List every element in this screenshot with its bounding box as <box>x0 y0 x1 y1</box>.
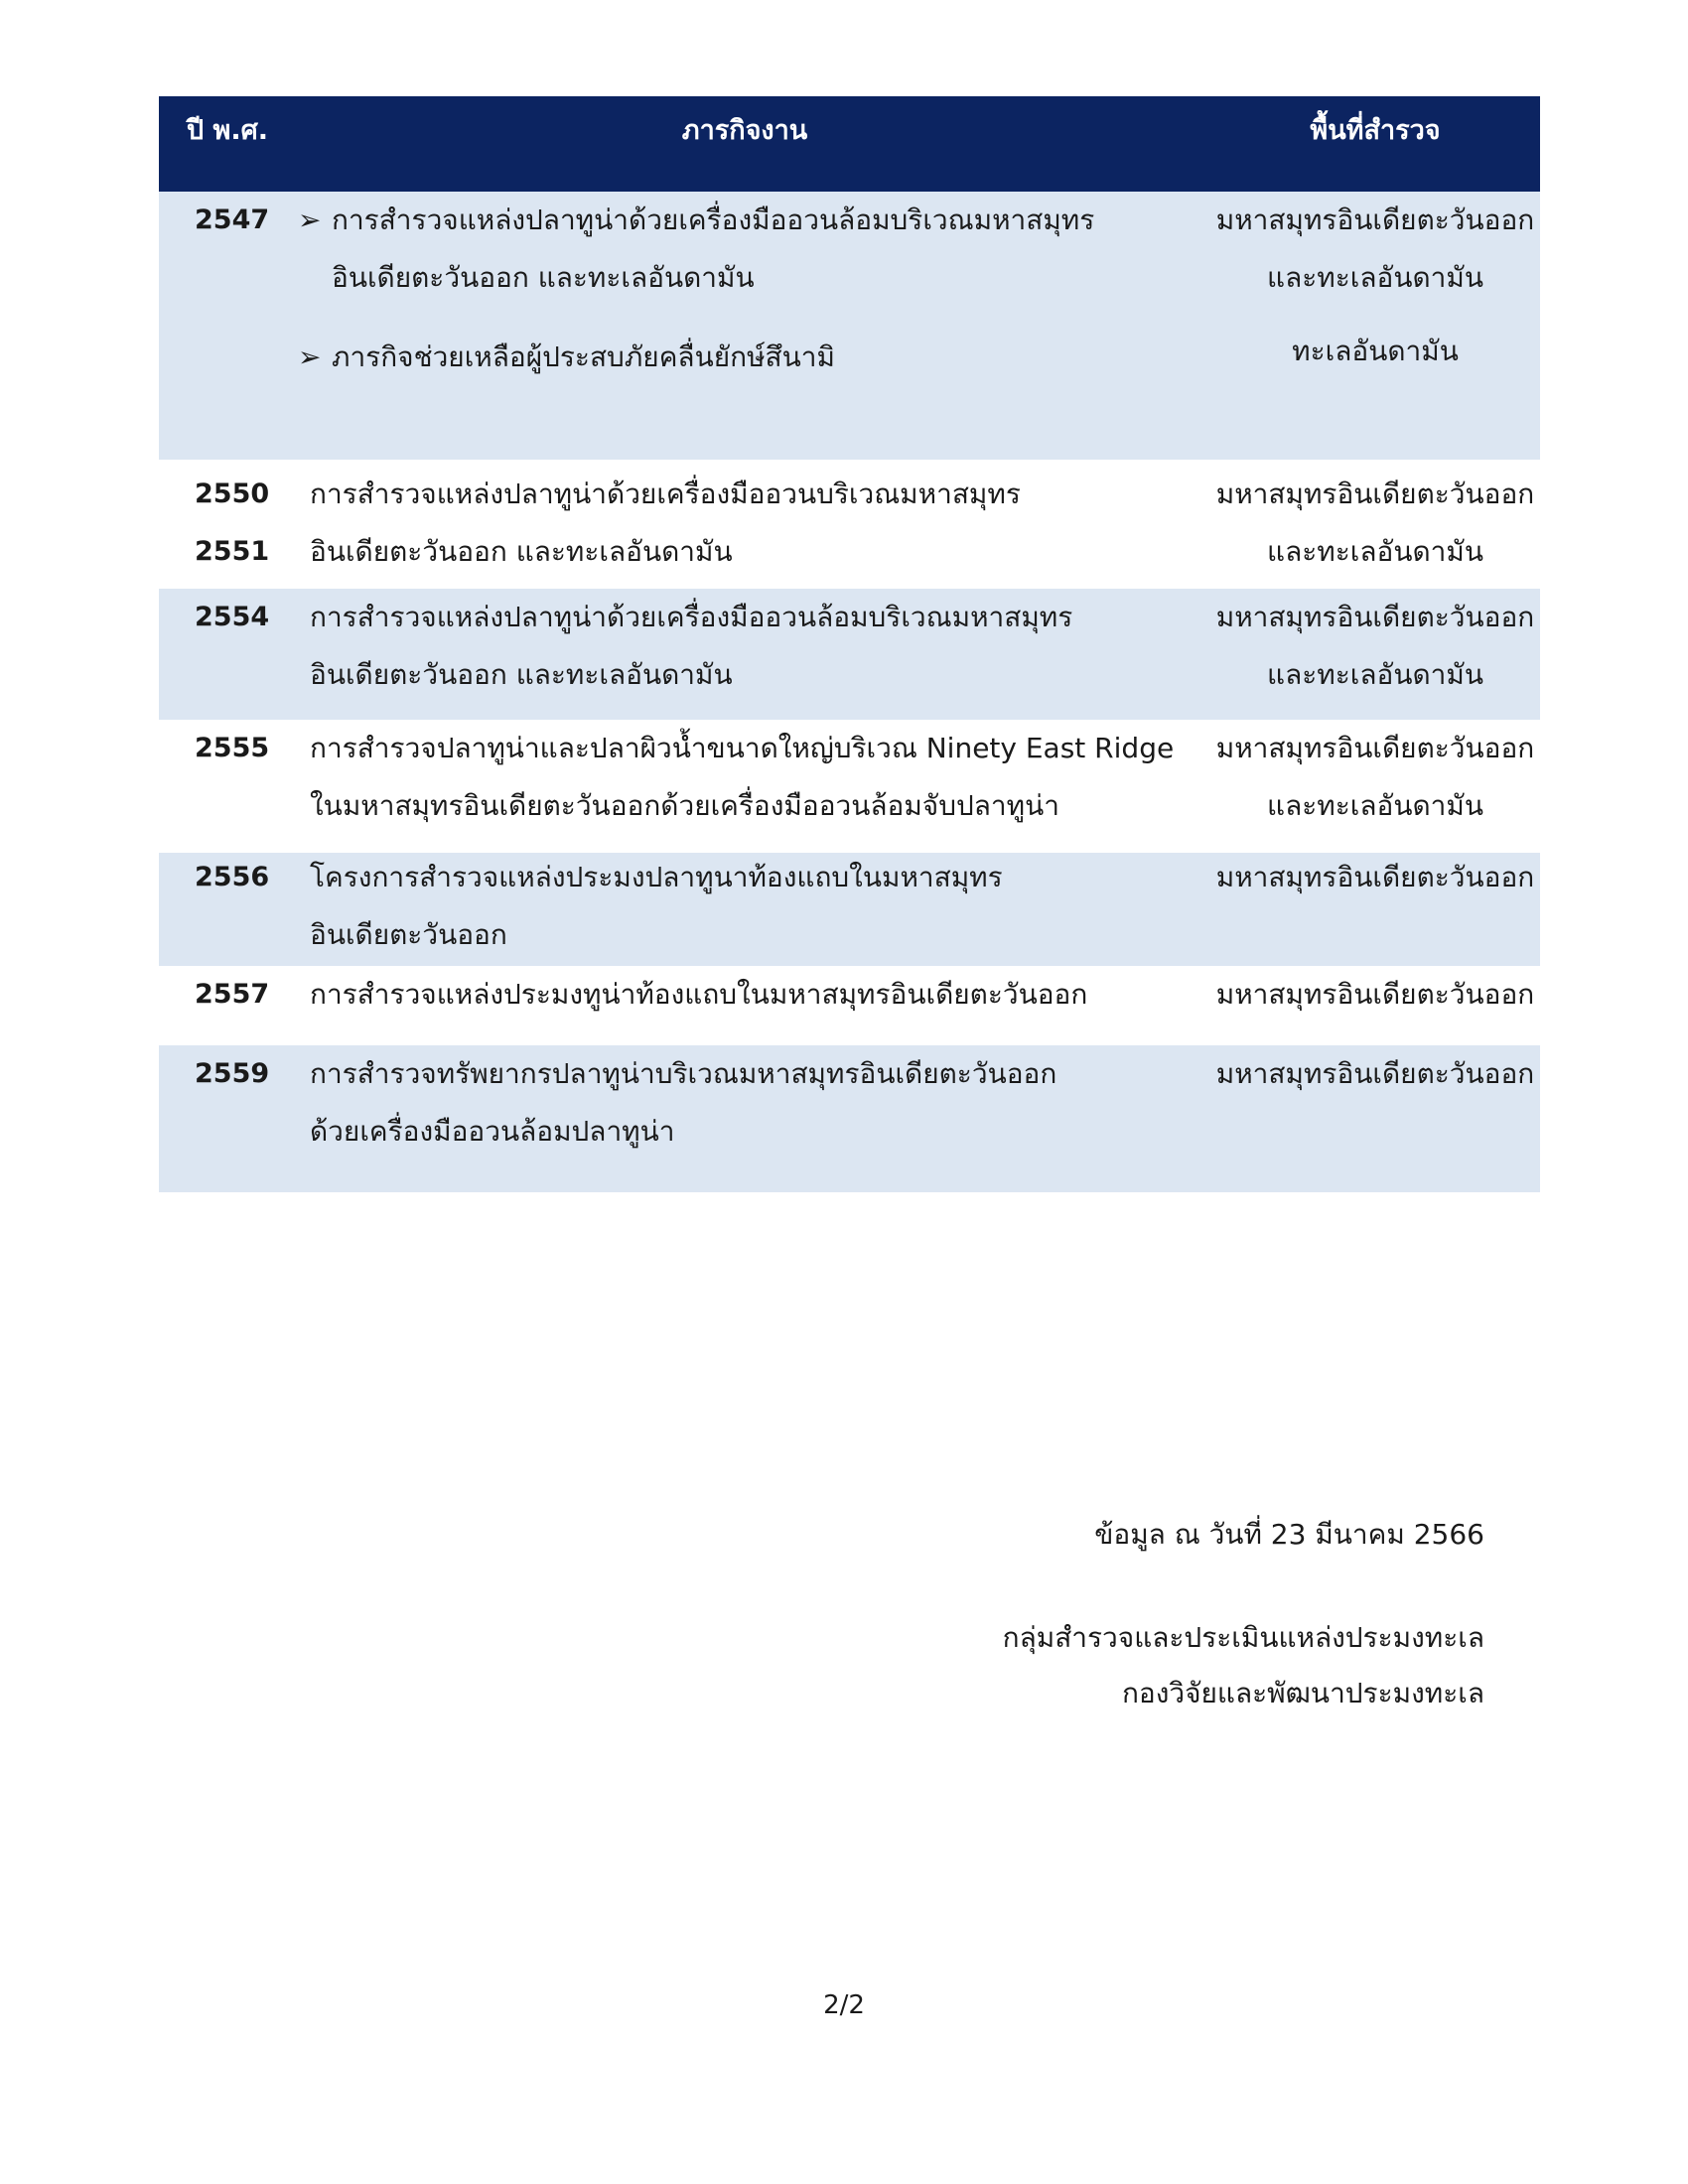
year-cell: 2554 <box>195 602 270 632</box>
table-row <box>159 192 1540 460</box>
header-year: ปี พ.ศ. <box>187 115 268 146</box>
task-cell: การสำรวจแหล่งปลาทูน่าด้วยเครื่องมืออวนบริเวณมหาสมุทร อินเดียตะวันออก และทะเลอันดามัน <box>310 478 1021 568</box>
table-row <box>159 853 1540 966</box>
task-cell: การสำรวจแหล่งประมงทูน่าท้องแถบในมหาสมุทรอินเดียตะวันออก <box>310 978 1088 1011</box>
area-cell: มหาสมุทรอินเดียตะวันออก และทะเลอันดามัน <box>1215 732 1535 822</box>
area-cell: มหาสมุทรอินเดียตะวันออก <box>1215 1057 1535 1090</box>
year-cell: 2550 2551 <box>195 478 270 567</box>
org-line-2: กองวิจัยและพัฒนาประมงทะเล <box>1121 1677 1484 1709</box>
year-cell: 2559 <box>195 1058 270 1089</box>
data-date-note: ข้อมูล ณ วันที่ 23 มีนาคม 2566 <box>1094 1518 1484 1551</box>
header-area: พื้นที่สำรวจ <box>1310 115 1441 146</box>
task-cell: โครงการสำรวจแหล่งประมงปลาทูนาท้องแถบในมหาสมุทร อินเดียตะวันออก <box>310 861 1003 951</box>
task-cell: ➢ ภารกิจช่วยเหลือผู้ประสบภัยคลื่นยักษ์สึนามิ <box>298 329 1251 386</box>
table-row <box>159 966 1540 1045</box>
task-cell: การสำรวจปลาทูน่าและปลาผิวน้ำขนาดใหญ่บริเวณ Ninety East Ridge ในมหาสมุทรอินเดียตะวันออกด้วยเครื่องมืออวนล้อมจับปลาทูน่า <box>310 732 1175 822</box>
area-cell: มหาสมุทรอินเดียตะวันออก <box>1215 978 1535 1011</box>
table-row <box>159 1045 1540 1192</box>
table-header <box>159 96 1540 192</box>
table-row <box>159 460 1540 589</box>
table-row <box>159 720 1540 853</box>
header-task: ภารกิจงาน <box>681 115 808 146</box>
arrow-bullet-icon: ➢ <box>298 341 322 373</box>
year-cell: 2556 <box>195 862 270 892</box>
area-cell: มหาสมุทรอินเดียตะวันออก และทะเลอันดามัน <box>1215 204 1535 294</box>
org-line-1: กลุ่มสำรวจและประเมินแหล่งประมงทะเล <box>1002 1621 1484 1654</box>
arrow-bullet-icon: ➢ <box>298 204 322 236</box>
task-cell: การสำรวจทรัพยากรปลาทูน่าบริเวณมหาสมุทรอินเดียตะวันออก ด้วยเครื่องมืออวนล้อมปลาทูน่า <box>310 1057 1057 1148</box>
area-cell: ทะเลอันดามัน <box>1292 335 1459 367</box>
area-cell: มหาสมุทรอินเดียตะวันออก และทะเลอันดามัน <box>1215 478 1535 568</box>
year-cell: 2547 <box>195 205 270 235</box>
area-cell: มหาสมุทรอินเดียตะวันออก <box>1215 861 1535 893</box>
task-cell: การสำรวจแหล่งปลาทูน่าด้วยเครื่องมืออวนล้อมบริเวณมหาสมุทร อินเดียตะวันออก และทะเลอันดามัน <box>310 601 1073 691</box>
year-cell: 2557 <box>195 979 270 1010</box>
area-cell: มหาสมุทรอินเดียตะวันออก และทะเลอันดามัน <box>1215 601 1535 691</box>
page-number: 2/2 <box>823 1990 865 2020</box>
table-row <box>159 589 1540 720</box>
task-cell: ➢ การสำรวจแหล่งปลาทูน่าด้วยเครื่องมืออวนล้อมบริเวณมหาสมุทร อินเดียตะวันออก และทะเลอันดามัน <box>298 192 1251 307</box>
year-cell: 2555 <box>195 733 270 763</box>
missions-table <box>159 96 1540 1192</box>
